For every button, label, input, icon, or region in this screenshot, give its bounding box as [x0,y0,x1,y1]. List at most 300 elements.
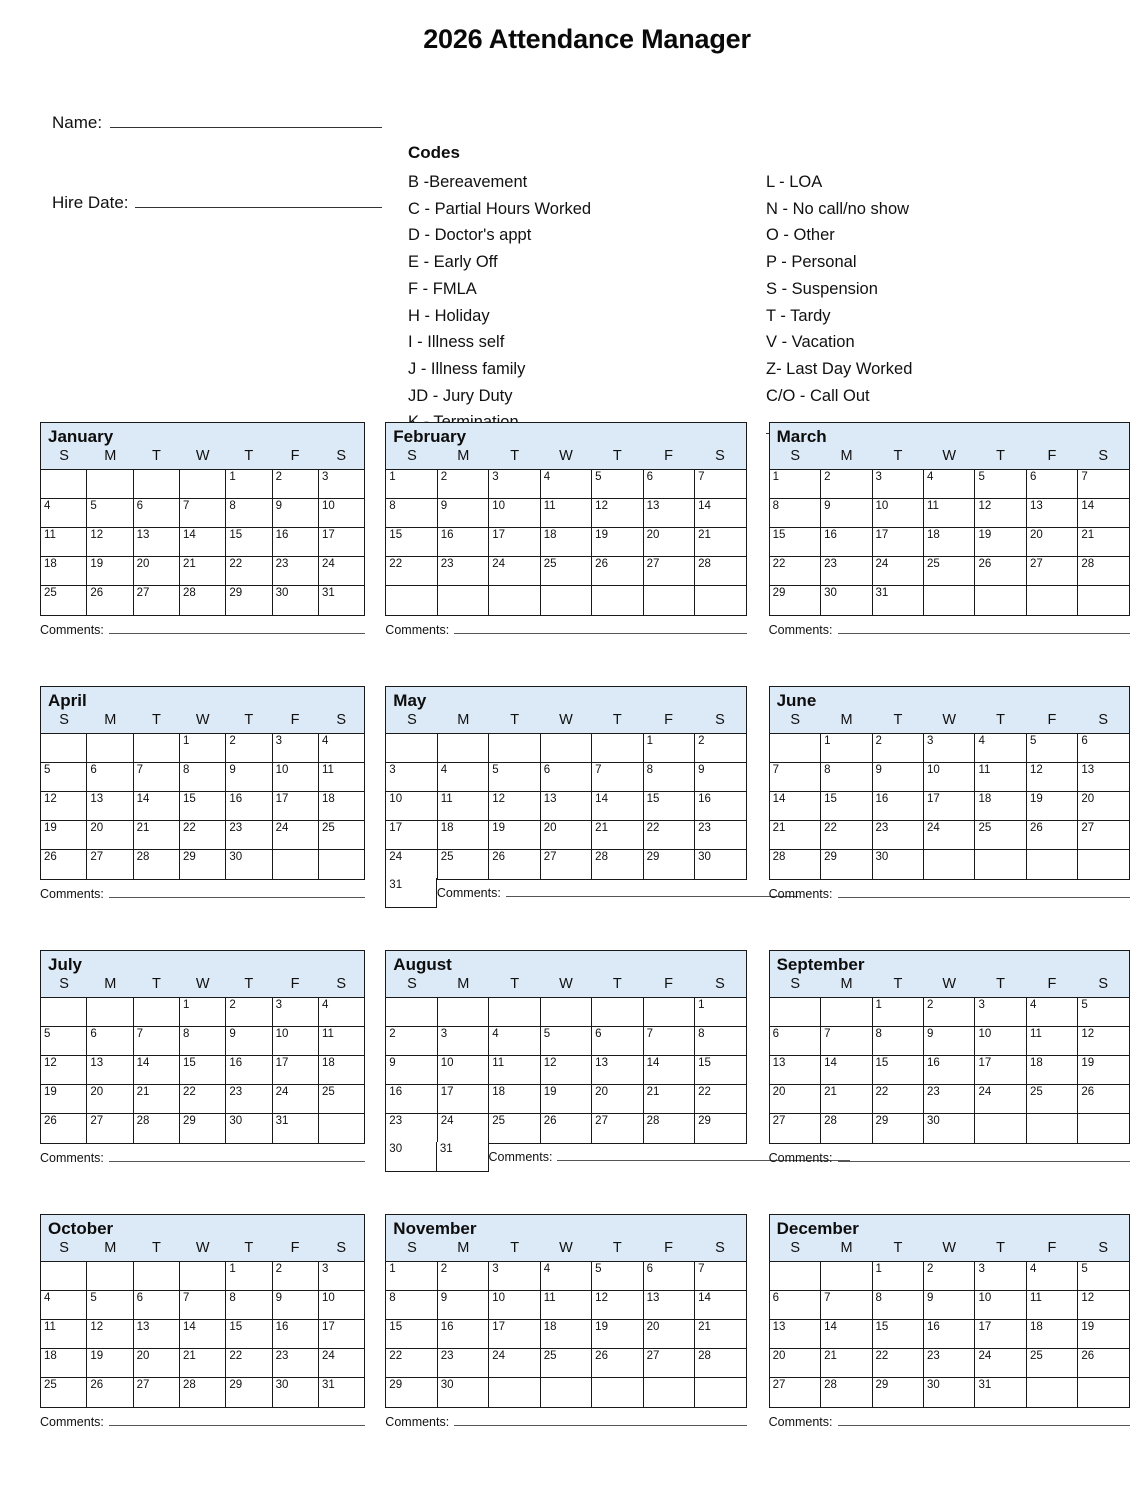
calendar-day-cell[interactable]: 18 [41,1349,87,1378]
calendar-day-cell[interactable]: 12 [87,1320,133,1349]
calendar-day-cell[interactable]: 8 [226,499,272,528]
calendar-day-cell[interactable]: 13 [134,1320,180,1349]
calendar-day-cell[interactable]: 3 [924,734,975,763]
calendar-day-cell[interactable]: 29 [226,1378,272,1407]
calendar-empty-cell[interactable] [1027,850,1078,879]
calendar-empty-cell[interactable] [134,998,180,1027]
calendar-day-cell[interactable]: 17 [273,1056,319,1085]
hire-date-input-line[interactable] [135,194,382,208]
calendar-day-cell[interactable]: 8 [180,763,226,792]
calendar-day-cell[interactable]: 28 [821,1378,872,1407]
calendar-empty-cell[interactable] [770,998,821,1027]
calendar-day-cell[interactable]: 15 [873,1056,924,1085]
calendar-day-cell[interactable]: 7 [821,1291,872,1320]
calendar-day-cell[interactable]: 14 [134,792,180,821]
calendar-empty-cell[interactable] [386,998,437,1027]
calendar-day-cell[interactable]: 1 [873,998,924,1027]
calendar-day-cell[interactable]: 19 [592,528,643,557]
calendar-day-cell[interactable]: 17 [319,528,364,557]
calendar-day-cell[interactable]: 1 [695,998,745,1027]
calendar-day-cell[interactable]: 15 [644,792,695,821]
calendar-day-cell[interactable]: 25 [319,1085,364,1114]
calendar-day-cell[interactable]: 6 [134,499,180,528]
calendar-day-cell[interactable]: 28 [180,1378,226,1407]
calendar-day-cell[interactable]: 24 [489,1349,540,1378]
calendar-day-cell[interactable]: 27 [770,1114,821,1143]
calendar-day-cell[interactable]: 23 [273,1349,319,1378]
calendar-day-cell[interactable]: 31 [437,1142,489,1172]
calendar-empty-cell[interactable] [644,998,695,1027]
calendar-day-cell[interactable]: 6 [1027,470,1078,499]
calendar-day-cell[interactable]: 18 [1027,1056,1078,1085]
calendar-empty-cell[interactable] [592,998,643,1027]
calendar-day-cell[interactable]: 11 [319,1027,364,1056]
calendar-day-cell[interactable]: 6 [1078,734,1128,763]
calendar-empty-cell[interactable] [438,586,489,615]
calendar-day-cell[interactable]: 28 [821,1114,872,1143]
calendar-day-cell[interactable]: 1 [873,1262,924,1291]
calendar-day-cell[interactable]: 28 [134,850,180,879]
calendar-day-cell[interactable]: 26 [489,850,540,879]
calendar-day-cell[interactable]: 5 [1078,1262,1128,1291]
calendar-day-cell[interactable]: 4 [541,1262,592,1291]
calendar-day-cell[interactable]: 22 [386,557,437,586]
calendar-day-cell[interactable]: 21 [821,1349,872,1378]
calendar-day-cell[interactable]: 24 [319,557,364,586]
calendar-day-cell[interactable]: 30 [273,586,319,615]
calendar-day-cell[interactable]: 23 [695,821,745,850]
calendar-day-cell[interactable]: 11 [41,1320,87,1349]
calendar-day-cell[interactable]: 18 [319,1056,364,1085]
calendar-empty-cell[interactable] [1078,1378,1128,1407]
calendar-day-cell[interactable]: 3 [386,763,437,792]
calendar-empty-cell[interactable] [975,586,1026,615]
calendar-empty-cell[interactable] [1027,586,1078,615]
calendar-day-cell[interactable]: 3 [873,470,924,499]
calendar-empty-cell[interactable] [438,734,489,763]
calendar-day-cell[interactable]: 6 [644,1262,695,1291]
calendar-day-cell[interactable]: 26 [87,586,133,615]
calendar-empty-cell[interactable] [273,850,319,879]
calendar-day-cell[interactable]: 17 [273,792,319,821]
calendar-day-cell[interactable]: 10 [975,1291,1026,1320]
calendar-day-cell[interactable]: 22 [226,1349,272,1378]
calendar-day-cell[interactable]: 19 [87,557,133,586]
calendar-day-cell[interactable]: 19 [1078,1056,1128,1085]
calendar-day-cell[interactable]: 11 [319,763,364,792]
calendar-day-cell[interactable]: 24 [975,1349,1026,1378]
calendar-day-cell[interactable]: 9 [273,1291,319,1320]
calendar-day-cell[interactable]: 17 [319,1320,364,1349]
calendar-day-cell[interactable]: 23 [821,557,872,586]
calendar-day-cell[interactable]: 9 [438,499,489,528]
calendar-day-cell[interactable]: 3 [975,998,1026,1027]
calendar-day-cell[interactable]: 20 [1078,792,1128,821]
calendar-day-cell[interactable]: 21 [644,1085,695,1114]
calendar-day-cell[interactable]: 18 [1027,1320,1078,1349]
calendar-day-cell[interactable]: 19 [592,1320,643,1349]
calendar-empty-cell[interactable] [41,470,87,499]
calendar-day-cell[interactable]: 17 [386,821,437,850]
calendar-day-cell[interactable]: 8 [873,1027,924,1056]
comments-input-line[interactable] [454,624,746,634]
calendar-day-cell[interactable]: 10 [319,499,364,528]
calendar-empty-cell[interactable] [41,734,87,763]
calendar-day-cell[interactable]: 7 [821,1027,872,1056]
calendar-day-cell[interactable]: 15 [226,1320,272,1349]
calendar-day-cell[interactable]: 1 [770,470,821,499]
calendar-day-cell[interactable]: 19 [1078,1320,1128,1349]
calendar-day-cell[interactable]: 9 [226,1027,272,1056]
calendar-day-cell[interactable]: 6 [770,1027,821,1056]
calendar-day-cell[interactable]: 20 [770,1085,821,1114]
calendar-day-cell[interactable]: 8 [821,763,872,792]
calendar-day-cell[interactable]: 13 [87,1056,133,1085]
calendar-empty-cell[interactable] [319,850,364,879]
calendar-day-cell[interactable]: 3 [489,1262,540,1291]
calendar-empty-cell[interactable] [134,470,180,499]
calendar-day-cell[interactable]: 4 [438,763,489,792]
calendar-day-cell[interactable]: 28 [134,1114,180,1143]
calendar-day-cell[interactable]: 23 [386,1114,437,1143]
calendar-empty-cell[interactable] [180,470,226,499]
calendar-day-cell[interactable]: 11 [975,763,1026,792]
calendar-day-cell[interactable]: 4 [541,470,592,499]
calendar-day-cell[interactable]: 7 [134,1027,180,1056]
calendar-day-cell[interactable]: 30 [385,1142,437,1172]
calendar-empty-cell[interactable] [319,1114,364,1143]
calendar-empty-cell[interactable] [134,1262,180,1291]
calendar-day-cell[interactable]: 31 [385,878,437,908]
calendar-day-cell[interactable]: 9 [226,763,272,792]
calendar-day-cell[interactable]: 18 [41,557,87,586]
calendar-day-cell[interactable]: 23 [873,821,924,850]
calendar-empty-cell[interactable] [41,998,87,1027]
calendar-day-cell[interactable]: 22 [873,1349,924,1378]
calendar-day-cell[interactable]: 3 [489,470,540,499]
calendar-day-cell[interactable]: 20 [134,1349,180,1378]
calendar-day-cell[interactable]: 22 [386,1349,437,1378]
calendar-day-cell[interactable]: 24 [924,821,975,850]
calendar-empty-cell[interactable] [695,586,745,615]
calendar-day-cell[interactable]: 16 [438,528,489,557]
calendar-day-cell[interactable]: 11 [924,499,975,528]
calendar-day-cell[interactable]: 13 [87,792,133,821]
calendar-day-cell[interactable]: 26 [41,1114,87,1143]
calendar-day-cell[interactable]: 21 [821,1085,872,1114]
calendar-day-cell[interactable]: 13 [770,1320,821,1349]
calendar-empty-cell[interactable] [821,1262,872,1291]
calendar-day-cell[interactable]: 2 [386,1027,437,1056]
calendar-day-cell[interactable]: 9 [924,1291,975,1320]
calendar-day-cell[interactable]: 21 [134,821,180,850]
comments-input-line[interactable] [109,1152,365,1162]
calendar-day-cell[interactable]: 28 [1078,557,1128,586]
calendar-day-cell[interactable]: 4 [319,998,364,1027]
calendar-day-cell[interactable]: 8 [873,1291,924,1320]
calendar-day-cell[interactable]: 16 [924,1320,975,1349]
calendar-day-cell[interactable]: 30 [226,1114,272,1143]
calendar-day-cell[interactable]: 20 [87,821,133,850]
calendar-day-cell[interactable]: 10 [386,792,437,821]
comments-input-line[interactable] [109,888,365,898]
calendar-day-cell[interactable]: 27 [1027,557,1078,586]
calendar-day-cell[interactable]: 15 [770,528,821,557]
calendar-empty-cell[interactable] [489,1378,540,1407]
calendar-day-cell[interactable]: 3 [273,734,319,763]
calendar-day-cell[interactable]: 10 [273,1027,319,1056]
calendar-day-cell[interactable]: 6 [592,1027,643,1056]
calendar-day-cell[interactable]: 10 [489,1291,540,1320]
calendar-empty-cell[interactable] [180,1262,226,1291]
calendar-day-cell[interactable]: 13 [592,1056,643,1085]
comments-input-line[interactable] [109,1416,365,1426]
calendar-day-cell[interactable]: 4 [41,499,87,528]
name-input-line[interactable] [110,114,382,128]
calendar-empty-cell[interactable] [41,1262,87,1291]
calendar-day-cell[interactable]: 29 [226,586,272,615]
calendar-day-cell[interactable]: 14 [180,528,226,557]
calendar-day-cell[interactable]: 4 [1027,1262,1078,1291]
calendar-day-cell[interactable]: 25 [489,1114,540,1143]
calendar-day-cell[interactable]: 1 [180,998,226,1027]
calendar-day-cell[interactable]: 18 [319,792,364,821]
comments-input-line[interactable] [838,1152,1130,1162]
calendar-day-cell[interactable]: 1 [180,734,226,763]
calendar-day-cell[interactable]: 13 [644,499,695,528]
calendar-day-cell[interactable]: 11 [541,499,592,528]
calendar-day-cell[interactable]: 14 [592,792,643,821]
calendar-day-cell[interactable]: 21 [134,1085,180,1114]
calendar-day-cell[interactable]: 2 [273,470,319,499]
calendar-day-cell[interactable]: 15 [180,792,226,821]
calendar-day-cell[interactable]: 19 [541,1085,592,1114]
calendar-day-cell[interactable]: 14 [1078,499,1128,528]
calendar-day-cell[interactable]: 2 [821,470,872,499]
calendar-day-cell[interactable]: 22 [695,1085,745,1114]
calendar-day-cell[interactable]: 23 [226,1085,272,1114]
calendar-day-cell[interactable]: 5 [87,499,133,528]
calendar-day-cell[interactable]: 2 [873,734,924,763]
calendar-day-cell[interactable]: 23 [273,557,319,586]
calendar-day-cell[interactable]: 26 [592,1349,643,1378]
calendar-day-cell[interactable]: 28 [180,586,226,615]
calendar-day-cell[interactable]: 17 [489,1320,540,1349]
calendar-day-cell[interactable]: 14 [821,1320,872,1349]
calendar-day-cell[interactable]: 10 [438,1056,489,1085]
comments-input-line[interactable] [109,624,365,634]
calendar-empty-cell[interactable] [1078,1114,1128,1143]
calendar-day-cell[interactable]: 19 [1027,792,1078,821]
calendar-day-cell[interactable]: 7 [592,763,643,792]
calendar-day-cell[interactable]: 15 [180,1056,226,1085]
calendar-day-cell[interactable]: 19 [87,1349,133,1378]
calendar-day-cell[interactable]: 4 [41,1291,87,1320]
calendar-day-cell[interactable]: 19 [41,1085,87,1114]
calendar-day-cell[interactable]: 27 [770,1378,821,1407]
calendar-day-cell[interactable]: 4 [924,470,975,499]
calendar-day-cell[interactable]: 28 [644,1114,695,1143]
calendar-day-cell[interactable]: 15 [695,1056,745,1085]
calendar-day-cell[interactable]: 31 [273,1114,319,1143]
calendar-day-cell[interactable]: 13 [134,528,180,557]
calendar-day-cell[interactable]: 12 [592,499,643,528]
calendar-day-cell[interactable]: 16 [924,1056,975,1085]
calendar-empty-cell[interactable] [821,998,872,1027]
calendar-day-cell[interactable]: 23 [924,1349,975,1378]
comments-input-line[interactable] [838,888,1130,898]
calendar-day-cell[interactable]: 29 [770,586,821,615]
calendar-day-cell[interactable]: 17 [438,1085,489,1114]
calendar-day-cell[interactable]: 12 [1078,1027,1128,1056]
calendar-day-cell[interactable]: 6 [541,763,592,792]
calendar-day-cell[interactable]: 28 [695,1349,745,1378]
calendar-day-cell[interactable]: 14 [821,1056,872,1085]
calendar-day-cell[interactable]: 22 [226,557,272,586]
calendar-day-cell[interactable]: 6 [644,470,695,499]
calendar-day-cell[interactable]: 30 [226,850,272,879]
calendar-empty-cell[interactable] [770,1262,821,1291]
calendar-empty-cell[interactable] [592,586,643,615]
calendar-empty-cell[interactable] [1078,850,1128,879]
calendar-day-cell[interactable]: 13 [770,1056,821,1085]
calendar-day-cell[interactable]: 27 [592,1114,643,1143]
calendar-day-cell[interactable]: 25 [41,586,87,615]
calendar-day-cell[interactable]: 9 [273,499,319,528]
comments-input-line[interactable] [838,1416,1130,1426]
calendar-empty-cell[interactable] [489,998,540,1027]
calendar-day-cell[interactable]: 5 [1078,998,1128,1027]
calendar-day-cell[interactable]: 22 [770,557,821,586]
calendar-day-cell[interactable]: 12 [1027,763,1078,792]
calendar-day-cell[interactable]: 5 [592,470,643,499]
calendar-day-cell[interactable]: 5 [87,1291,133,1320]
calendar-day-cell[interactable]: 17 [873,528,924,557]
calendar-empty-cell[interactable] [87,734,133,763]
calendar-day-cell[interactable]: 23 [438,1349,489,1378]
calendar-empty-cell[interactable] [695,1378,745,1407]
calendar-day-cell[interactable]: 9 [386,1056,437,1085]
calendar-day-cell[interactable]: 11 [41,528,87,557]
calendar-day-cell[interactable]: 22 [873,1085,924,1114]
calendar-day-cell[interactable]: 14 [644,1056,695,1085]
calendar-empty-cell[interactable] [770,734,821,763]
calendar-day-cell[interactable]: 27 [134,586,180,615]
calendar-day-cell[interactable]: 21 [770,821,821,850]
calendar-day-cell[interactable]: 21 [592,821,643,850]
calendar-day-cell[interactable]: 6 [134,1291,180,1320]
calendar-day-cell[interactable]: 4 [319,734,364,763]
calendar-day-cell[interactable]: 29 [180,1114,226,1143]
calendar-empty-cell[interactable] [386,586,437,615]
calendar-day-cell[interactable]: 19 [975,528,1026,557]
calendar-day-cell[interactable]: 24 [873,557,924,586]
calendar-day-cell[interactable]: 2 [695,734,745,763]
calendar-day-cell[interactable]: 30 [924,1378,975,1407]
calendar-day-cell[interactable]: 7 [644,1027,695,1056]
calendar-day-cell[interactable]: 4 [975,734,1026,763]
calendar-day-cell[interactable]: 3 [975,1262,1026,1291]
calendar-day-cell[interactable]: 1 [386,1262,437,1291]
calendar-day-cell[interactable]: 24 [386,850,437,879]
calendar-day-cell[interactable]: 16 [386,1085,437,1114]
calendar-day-cell[interactable]: 9 [873,763,924,792]
calendar-day-cell[interactable]: 14 [134,1056,180,1085]
calendar-empty-cell[interactable] [1027,1114,1078,1143]
calendar-day-cell[interactable]: 28 [770,850,821,879]
calendar-day-cell[interactable]: 16 [273,1320,319,1349]
calendar-day-cell[interactable]: 8 [226,1291,272,1320]
calendar-day-cell[interactable]: 23 [226,821,272,850]
calendar-day-cell[interactable]: 16 [226,792,272,821]
calendar-day-cell[interactable]: 31 [319,586,364,615]
calendar-day-cell[interactable]: 11 [1027,1027,1078,1056]
calendar-day-cell[interactable]: 25 [41,1378,87,1407]
calendar-empty-cell[interactable] [87,1262,133,1291]
calendar-day-cell[interactable]: 12 [975,499,1026,528]
calendar-empty-cell[interactable] [87,998,133,1027]
calendar-day-cell[interactable]: 17 [975,1056,1026,1085]
calendar-day-cell[interactable]: 23 [438,557,489,586]
calendar-empty-cell[interactable] [134,734,180,763]
calendar-day-cell[interactable]: 30 [695,850,745,879]
calendar-empty-cell[interactable] [386,734,437,763]
calendar-day-cell[interactable]: 29 [873,1114,924,1143]
calendar-day-cell[interactable]: 8 [180,1027,226,1056]
calendar-empty-cell[interactable] [592,1378,643,1407]
calendar-day-cell[interactable]: 20 [592,1085,643,1114]
calendar-day-cell[interactable]: 6 [87,763,133,792]
calendar-day-cell[interactable]: 18 [975,792,1026,821]
calendar-day-cell[interactable]: 16 [273,528,319,557]
calendar-day-cell[interactable]: 19 [41,821,87,850]
calendar-day-cell[interactable]: 20 [1027,528,1078,557]
calendar-day-cell[interactable]: 18 [541,1320,592,1349]
calendar-day-cell[interactable]: 29 [873,1378,924,1407]
calendar-day-cell[interactable]: 22 [644,821,695,850]
calendar-day-cell[interactable]: 31 [975,1378,1026,1407]
calendar-day-cell[interactable]: 30 [273,1378,319,1407]
calendar-day-cell[interactable]: 5 [41,763,87,792]
calendar-day-cell[interactable]: 9 [924,1027,975,1056]
calendar-day-cell[interactable]: 16 [873,792,924,821]
calendar-empty-cell[interactable] [975,850,1026,879]
calendar-day-cell[interactable]: 8 [644,763,695,792]
calendar-empty-cell[interactable] [644,586,695,615]
calendar-day-cell[interactable]: 11 [1027,1291,1078,1320]
calendar-day-cell[interactable]: 12 [489,792,540,821]
calendar-day-cell[interactable]: 30 [438,1378,489,1407]
calendar-day-cell[interactable]: 16 [438,1320,489,1349]
calendar-day-cell[interactable]: 5 [41,1027,87,1056]
calendar-day-cell[interactable]: 12 [41,792,87,821]
calendar-empty-cell[interactable] [592,734,643,763]
calendar-day-cell[interactable]: 27 [87,850,133,879]
calendar-day-cell[interactable]: 15 [386,528,437,557]
calendar-day-cell[interactable]: 18 [489,1085,540,1114]
calendar-empty-cell[interactable] [87,470,133,499]
calendar-empty-cell[interactable] [438,998,489,1027]
calendar-empty-cell[interactable] [541,734,592,763]
comments-input-line[interactable] [506,887,798,897]
calendar-day-cell[interactable]: 13 [1078,763,1128,792]
calendar-day-cell[interactable]: 12 [592,1291,643,1320]
calendar-day-cell[interactable]: 10 [319,1291,364,1320]
calendar-day-cell[interactable]: 22 [821,821,872,850]
comments-input-line[interactable] [454,1416,746,1426]
calendar-day-cell[interactable]: 8 [386,499,437,528]
calendar-day-cell[interactable]: 1 [226,470,272,499]
